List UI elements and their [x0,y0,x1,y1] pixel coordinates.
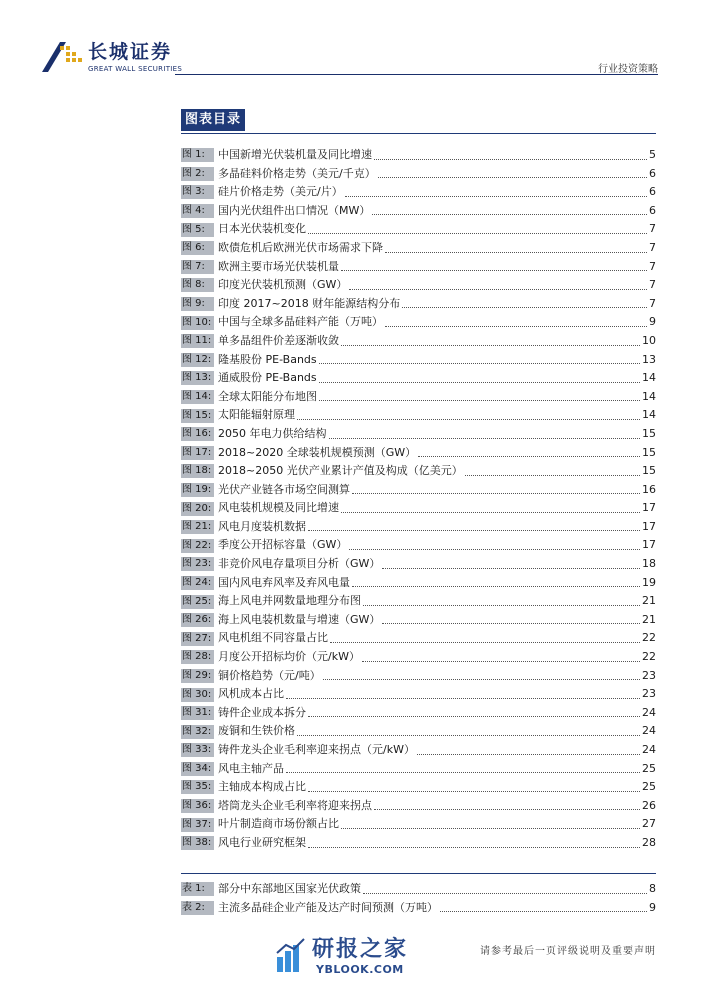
toc-entry-label: 图 32: [181,725,214,739]
toc-entry-leader [374,158,647,160]
toc-entry[interactable] [181,462,656,481]
toc-entry-page: 21 [642,612,656,626]
toc-entry-label: 图 13: [181,371,214,385]
toc-entry-label: 图 24: [181,576,214,590]
toc-entry-label: 图 25: [181,595,214,609]
toc-entry-page: 27 [642,817,656,831]
toc-entry-title: 铸件龙头企业毛利率迎来拐点（元/kW） [218,743,415,756]
toc-entry-title: 铜价格趋势（元/吨） [218,668,321,682]
toc-entry-label: 图 18: [181,464,214,478]
toc-entry-label: 图 7: [181,260,214,274]
toc-entry-title: 国内风电弃风率及弃风电量 [218,575,350,589]
toc-entry-page: 14 [642,371,656,385]
toc-entry-page: 6 [649,185,656,199]
toc-entry-label: 图 11: [181,334,214,348]
toc-entry-page: 5 [649,148,656,161]
toc-entry[interactable] [181,295,656,314]
toc-entry[interactable] [181,220,656,239]
toc-entry-title: 季度公开招标容量（GW） [218,538,348,552]
toc-entry-leader [297,418,640,420]
toc-entry-title: 海上风电并网数量地理分布图 [218,594,361,608]
toc-entry-label: 图 12: [181,353,214,367]
toc-entry-page: 25 [642,761,656,775]
toc-entry-leader [372,213,647,215]
toc-entry[interactable] [181,239,656,258]
toc-entry-leader [385,325,647,327]
toc-entry-leader [382,622,640,624]
toc-entry-page: 10 [642,333,656,347]
toc-entry-leader [418,455,640,457]
toc-entry-title: 日本光伏装机变化 [218,222,306,236]
toc-entry-page: 17 [642,538,656,552]
toc-entry[interactable] [181,351,656,370]
toc-entry-page: 25 [642,780,656,794]
toc-entry[interactable] [181,722,656,741]
toc-entry[interactable] [181,685,656,704]
toc-entry-page: 9 [649,900,656,914]
toc-entry-label: 图 16: [181,427,214,441]
toc-entry-page: 7 [649,296,656,310]
toc-entry[interactable] [181,165,656,184]
toc-entry-title: 风电装机规模及同比增速 [218,501,339,515]
toc-entry-title: 欧债危机后欧洲光伏市场需求下降 [218,240,383,254]
toc-entry-label: 图 4: [181,204,214,218]
toc-entry-label: 图 36: [181,799,214,813]
toc-entry-page: 16 [642,482,656,496]
toc-entry-page: 7 [649,259,656,273]
toc-entry-title: 风机成本占比 [218,687,284,701]
toc-entry-leader [341,344,640,346]
toc-entry-title: 非竞价风电存量项目分析（GW） [218,557,381,571]
toc-entry-label: 图 31: [181,706,214,720]
toc-entry-title: 2050 年电力供给结构 [218,426,327,440]
toc-entry-label: 图 15: [181,409,214,423]
toc-entry-label: 图 33: [181,743,214,757]
toc-entry-leader [440,910,647,912]
toc-entry-page: 18 [642,557,656,571]
toc-entry[interactable] [181,899,656,918]
toc-entry-label: 图 5: [181,223,214,237]
watermark-url: YBLOOK.COM [316,963,404,976]
table-list [181,880,656,917]
toc-entry-label: 图 21: [181,520,214,534]
toc-entry-page: 7 [649,278,656,292]
toc-entry-page: 17 [642,519,656,533]
toc-entry-leader [329,437,641,439]
toc-entry-leader [465,474,640,476]
toc-entry-title: 印度 2017~2018 财年能源结构分布 [218,296,401,310]
toc-entry-title: 风电主轴产品 [218,761,284,775]
toc-entry-title: 国内光伏组件出口情况（MW） [218,203,371,217]
toc-entry[interactable] [181,332,656,351]
toc-entry[interactable] [181,518,656,537]
watermark-name: 研报之家 [312,937,409,962]
toc-entry-page: 23 [642,687,656,701]
toc-entry-page: 23 [642,668,656,682]
toc-entry-page: 14 [642,408,656,422]
toc-entry-title: 叶片制造商市场份额占比 [218,817,339,831]
toc-entry-label: 图 34: [181,762,214,776]
toc-entry-title: 全球太阳能分布地图 [218,389,317,403]
toc-entry-label: 图 8: [181,278,214,292]
toc-entry-title: 海上风电装机数量与增速（GW） [218,612,381,626]
toc-entry-label: 图 28: [181,650,214,664]
toc-entry-label: 图 2: [181,167,214,181]
toc-entry-leader [286,697,640,699]
toc-entry-title: 单多晶组件价差逐渐收敛 [218,333,339,347]
toc-entry-title: 铸件企业成本拆分 [218,705,306,719]
toc-entry-title: 风电机组不同容量占比 [218,631,328,645]
toc-entry-label: 图 17: [181,446,214,460]
toc-entry-title: 中国新增光伏装机量及同比增速 [218,148,372,161]
toc-entry-leader [349,548,640,550]
toc-entry-title: 欧洲主要市场光伏装机量 [218,259,339,273]
toc-entry-label: 图 1: [181,148,214,162]
toc-entry-leader [308,715,640,717]
toc-entry-page: 28 [642,835,656,849]
toc-entry-title: 月度公开招标均价（元/kW） [218,650,360,664]
toc-entry-label: 图 10: [181,316,214,330]
toc-entry-leader [308,790,640,792]
toc-entry-label: 图 29: [181,669,214,683]
toc-entry[interactable] [181,797,656,816]
toc-entry-page: 9 [649,315,656,329]
toc-entry-page: 15 [642,426,656,440]
toc-entry-leader [352,585,640,587]
toc-entry-title: 主轴成本构成占比 [218,780,306,794]
great-wall-logo-icon [40,40,82,74]
toc-entry-title: 硅片价格走势（美元/片） [218,185,343,199]
toc-entry[interactable] [181,574,656,593]
toc-entry-leader [402,306,647,308]
toc-entry-page: 7 [649,222,656,236]
toc-entry[interactable] [181,388,656,407]
toc-entry-page: 8 [649,882,656,895]
disclaimer-note: 请参考最后一页评级说明及重要声明 [480,946,656,957]
toc-entry-label: 图 38: [181,836,214,850]
toc-entry-label: 图 6: [181,241,214,255]
toc-entry-page: 13 [642,352,656,366]
toc-entry-page: 15 [642,464,656,478]
toc-entry-title: 印度光伏装机预测（GW） [218,278,348,292]
toc-entry[interactable] [181,648,656,667]
toc-entry-leader [341,511,640,513]
toc-entry-label: 图 3: [181,185,214,199]
toc-entry-page: 26 [642,798,656,812]
toc-entry-label: 图 19: [181,483,214,497]
toc-entry-leader [319,381,640,383]
toc-entry-page: 22 [642,631,656,645]
toc-entry-label: 图 35: [181,780,214,794]
toc-entry-page: 6 [649,166,656,180]
toc-entry-title: 多晶硅料价格走势（美元/千克） [218,166,376,180]
toc-entry-title: 塔筒龙头企业毛利率将迎来拐点 [218,798,372,812]
toc-entry-leader [417,753,640,755]
toc-entry-label: 图 27: [181,632,214,646]
toc-entry-label: 图 9: [181,297,214,311]
toc-entry[interactable] [181,555,656,574]
toc-entry[interactable] [181,834,656,853]
toc-entry[interactable] [181,202,656,221]
toc-entry-leader [382,567,640,569]
toc-entry-label: 图 23: [181,557,214,571]
header-divider [175,74,658,75]
toc-entry-page: 15 [642,445,656,459]
toc-entry-leader [341,269,647,271]
toc-entry-page: 24 [642,705,656,719]
toc-entry-page: 19 [642,575,656,589]
toc-entry-label: 表 1: [181,882,214,896]
toc-entry-leader [330,641,640,643]
toc-entry[interactable] [181,425,656,444]
figure-list [181,146,656,853]
toc-entry-leader [363,892,647,894]
toc-entry[interactable] [181,444,656,463]
toc-entry[interactable] [181,611,656,630]
toc-entry-page: 24 [642,743,656,756]
toc-entry-page: 22 [642,650,656,664]
toc-entry[interactable] [181,481,656,500]
toc-entry[interactable] [181,629,656,648]
toc-entry-leader [349,288,647,290]
toc-entry-title: 光伏产业链各市场空间测算 [218,482,350,496]
toc-entry-page: 6 [649,203,656,217]
toc-entry-leader [308,232,647,234]
toc-entry-title: 2018~2050 光伏产业累计产值及构成（亿美元） [218,464,463,478]
toc-entry-label: 图 22: [181,539,214,553]
toc-entry-title: 风电行业研究框架 [218,835,306,849]
toc-entry-leader [385,251,647,253]
toc-entry-title: 风电月度装机数据 [218,519,306,533]
toc-entry-label: 图 20: [181,502,214,516]
brand-name: 长城证券 [88,41,173,63]
toc-entry-title: 主流多晶硅企业产能及达产时间预测（万吨） [218,900,438,914]
toc-entry[interactable] [181,667,656,686]
toc-entry-leader [374,808,640,810]
toc-entry-page: 14 [642,389,656,403]
toc-entry-page: 24 [642,724,656,738]
toc-entry-label: 图 30: [181,688,214,702]
toc-entry-leader [308,846,640,848]
toc-entry[interactable] [181,778,656,797]
toc-entry-title: 废铜和生铁价格 [218,724,295,738]
toc-entry[interactable] [181,815,656,834]
toc-entry-leader [319,399,640,401]
watermark-chart-icon [276,937,306,973]
toc-entry[interactable] [181,592,656,611]
toc-title-divider [181,133,656,134]
toc-entry[interactable] [181,258,656,277]
toc-title: 图表目录 [181,109,245,131]
toc-entry[interactable] [181,741,656,760]
toc-entry-leader [352,492,640,494]
toc-entry[interactable] [181,406,656,425]
toc-entry-leader [378,176,647,178]
toc-entry-page: 7 [649,240,656,254]
toc-entry-label: 图 14: [181,390,214,404]
toc-entry-title: 中国与全球多晶硅料产能（万吨） [218,315,383,329]
toc-entry-leader [363,604,640,606]
toc-entry-title: 部分中东部地区国家光伏政策 [218,882,361,895]
toc-entry-leader [297,734,640,736]
brand-name-en: GREAT WALL SECURITIES [88,65,183,73]
toc-entry[interactable] [181,704,656,723]
toc-entry-leader [308,529,640,531]
toc-entry[interactable] [181,536,656,555]
toc-entry[interactable] [181,499,656,518]
toc-entry-title: 2018~2020 全球装机规模预测（GW） [218,445,417,459]
toc-entry[interactable] [181,276,656,295]
toc-entry[interactable] [181,880,656,899]
toc-entry[interactable] [181,369,656,388]
toc-entry-leader [286,771,640,773]
toc-entry-label: 表 2: [181,901,214,915]
toc-entry-leader [362,660,640,662]
toc-entry-title: 通威股份 PE-Bands [218,371,317,385]
toc-entry-label: 图 26: [181,613,214,627]
toc-entry[interactable] [181,146,656,165]
table-list-divider [181,873,656,874]
toc-entry-title: 太阳能辐射原理 [218,408,295,422]
toc-entry-label: 图 37: [181,818,214,832]
toc-entry-leader [345,195,647,197]
toc-entry-title: 隆基股份 PE-Bands [218,352,317,366]
toc-entry-page: 17 [642,501,656,515]
toc-entry-page: 21 [642,594,656,608]
toc-entry[interactable] [181,183,656,202]
toc-entry-leader [341,827,640,829]
section-tag: 行业投资策略 [598,64,658,75]
toc-entry[interactable] [181,313,656,332]
toc-entry-leader [323,678,640,680]
toc-entry-leader [319,362,640,364]
toc-entry[interactable] [181,760,656,779]
